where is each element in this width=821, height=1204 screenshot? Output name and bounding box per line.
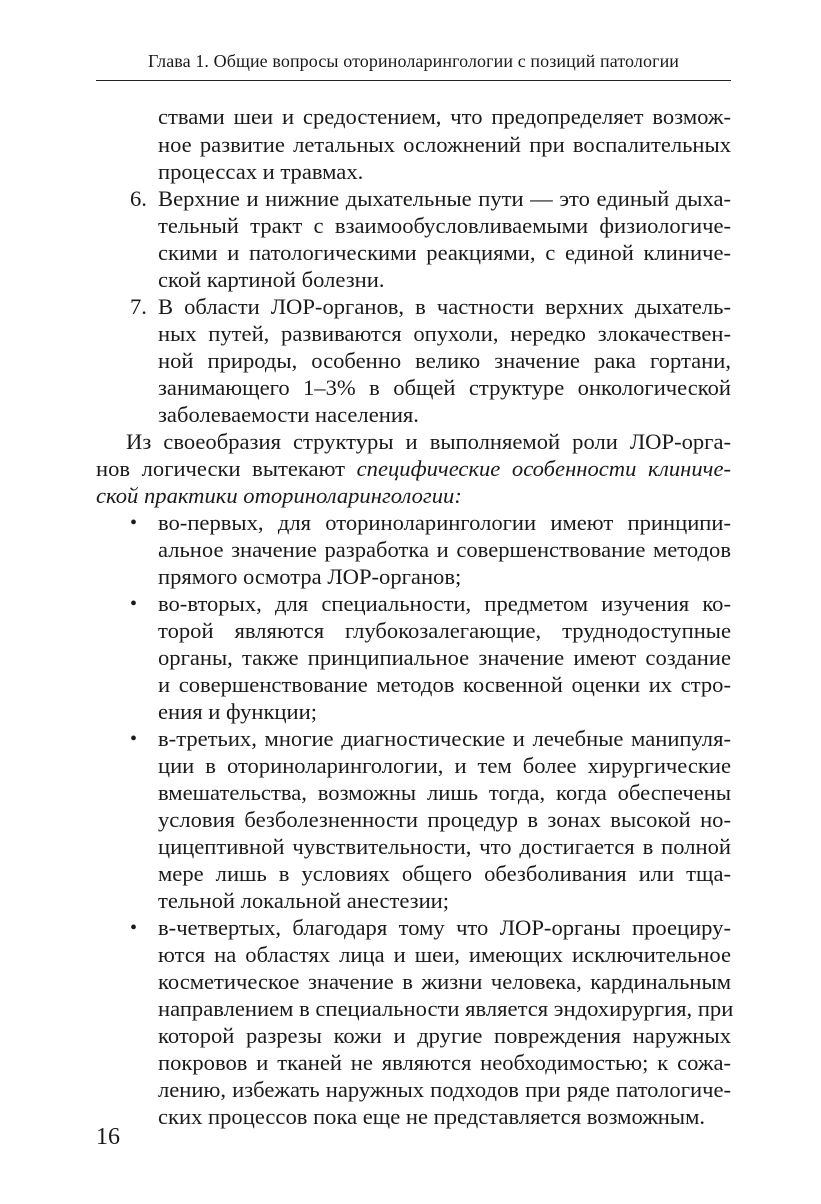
bullet-icon: •	[130, 593, 138, 615]
text-line: прямого осмотра ЛОР-органов;	[158, 564, 462, 589]
paragraph-line: Из своеобразия структуры и выполняемой роли ЛОР-орга-	[126, 429, 731, 454]
text-line: ются на областях лица и шеи, имеющих исключительное	[158, 942, 731, 967]
text-line: ных путей, развиваются опухоли, нередко злокачествен-	[158, 321, 731, 346]
paragraph-italic: специфические особенности клиниче-	[356, 456, 731, 481]
text-line: вмешательства, возможны лишь тогда, когда обеспечены	[158, 780, 731, 805]
list-number: 6.	[130, 186, 147, 211]
text-line: процессах и травмах.	[158, 159, 364, 184]
text-line: альное значение разработка и совершенствование методов	[158, 537, 731, 562]
text-line: Верхние и нижние дыхательные пути — это единый дыха-	[158, 186, 731, 211]
text-line: ствами шеи и средостением, что предопределяет возмож-	[158, 104, 731, 129]
text-line: ное развитие летальных осложнений при воспалительных	[158, 132, 731, 157]
text-line: направлением в специальности является эндохирургия, при	[158, 996, 734, 1021]
text-line: заболеваемости населения.	[158, 402, 419, 427]
text-line: ения и функции;	[158, 699, 317, 724]
list-number: 7.	[130, 294, 147, 319]
text-line: скими и патологическими реакциями, с единой клиниче-	[158, 240, 731, 265]
text-line: В области ЛОР-органов, в частности верхних дыхатель-	[158, 294, 731, 319]
text-line: органы, также принципиальное значение имеют создание	[158, 645, 731, 670]
running-head: Глава 1. Общие вопросы оториноларингологии с позиций патологии	[147, 51, 680, 71]
text-line: которой разрезы кожи и другие повреждения наружных	[158, 1023, 731, 1048]
header-rule	[96, 80, 731, 81]
text-line: и совершенствование методов косвенной оценки их стро-	[158, 672, 731, 697]
paragraph-line	[96, 481, 731, 511]
text-line: во-первых, для оториноларингологии имеют принципи-	[158, 510, 731, 535]
text-line: ции в оториноларингологии, и тем более хирургические	[158, 753, 731, 778]
text-line: ских процессов пока еще не представляется возможным.	[158, 1104, 706, 1129]
bullet-icon: •	[130, 917, 138, 939]
paragraph-italic: ской практики оториноларингологии:	[96, 483, 462, 508]
paragraph-line	[96, 454, 731, 484]
bullet-icon: •	[130, 728, 138, 750]
text-line: занимающего 1–3% в общей структуре онкологической	[158, 375, 731, 400]
text-line: в-третьих, многие диагностические и лечебные манипуля-	[158, 726, 731, 751]
text-line: тельной локальной анестезии;	[158, 888, 450, 913]
text-line: ной природы, особенно велико значение рака гортани,	[158, 348, 731, 373]
text-line: ской картиной болезни.	[158, 267, 385, 292]
paragraph-text: нов логически вытекают	[96, 456, 357, 481]
text-line: косметическое значение в жизни человека, кардинальным	[158, 969, 731, 994]
text-line: мере лишь в условиях общего обезболивания или тща-	[158, 861, 731, 886]
text-line: цицептивной чувствительности, что достигается в полной	[158, 834, 731, 859]
page-number: 16	[96, 1124, 120, 1150]
text-line: условия безболезненности процедур в зонах высокой но-	[158, 807, 731, 832]
text-line: лению, избежать наружных подходов при ряде патологиче-	[158, 1077, 731, 1102]
bullet-icon: •	[130, 512, 138, 534]
text-line: торой являются глубокозалегающие, труднодоступные	[158, 618, 731, 643]
text-line: тельный тракт с взаимообусловливаемыми физиологиче-	[158, 213, 731, 238]
text-line: в-четвертых, благодаря тому что ЛОР-органы проециру-	[158, 915, 731, 940]
text-line: во-вторых, для специальности, предметом изучения ко-	[158, 591, 731, 616]
text-line: покровов и тканей не являются необходимостью; к сожа-	[158, 1050, 731, 1075]
